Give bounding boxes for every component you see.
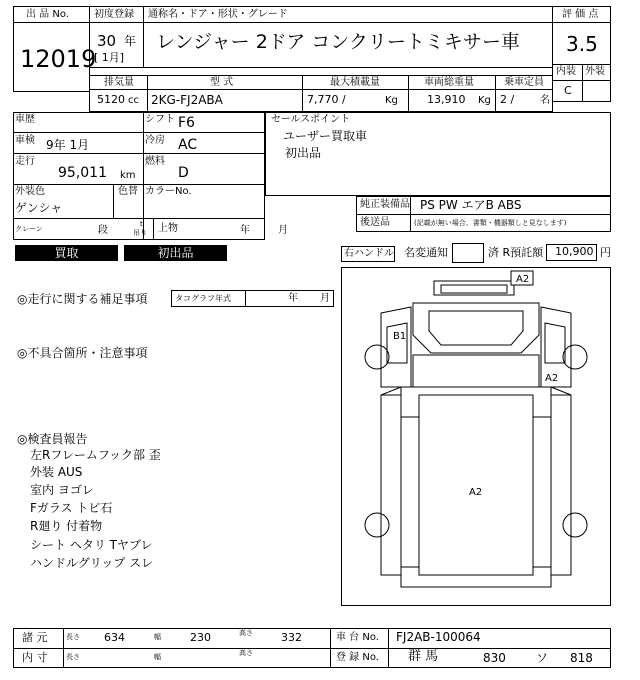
capacity-label: 乗車定員: [504, 77, 544, 88]
inner-dims-label: 内 寸: [22, 651, 48, 664]
warranty-label: 後送品: [360, 217, 390, 228]
warranty-note: (記載が無い場合、書類・機器類しと見なします): [414, 219, 567, 227]
history-label: 車歴: [15, 114, 35, 125]
length-value: 634: [104, 631, 125, 644]
change-notice-label: 名変通知: [404, 246, 448, 259]
inspector-item: Fガラス トビ石: [30, 501, 113, 515]
mileage-value: 95,011: [58, 165, 107, 181]
width-value: 230: [190, 631, 211, 644]
crane-stage: 段: [98, 225, 108, 236]
sales-point-line2: 初出品: [285, 146, 322, 160]
weight-value: 13,910: [427, 93, 466, 106]
crane-ton: t: [140, 220, 143, 228]
registration-place: 群 馬: [408, 649, 439, 664]
displacement-unit: cc: [128, 95, 139, 106]
cargo-label: 上物: [158, 223, 178, 234]
diagram-mark-center: A2: [469, 487, 483, 498]
inspector-item: 室内 ヨゴレ: [30, 483, 94, 497]
load-value: 7,770 /: [307, 93, 346, 106]
registration-year: 30: [97, 32, 117, 50]
inner-length-label: 長さ: [66, 653, 80, 661]
buyback-tag: 買取: [15, 245, 118, 261]
inspector-item: シート ヘタリ Tヤブレ: [30, 538, 153, 552]
height-value: 332: [281, 631, 302, 644]
diagram-mark-side: A2: [545, 373, 559, 384]
inspector-item: R廻り 付着物: [30, 519, 103, 533]
exterior-label: 外装: [585, 66, 605, 77]
registration-no-label: 登 録 No.: [336, 652, 379, 663]
supplement-title: ◎走行に関する補足事項: [17, 292, 148, 306]
lot-number: 12019: [20, 45, 97, 73]
shift-value: F6: [178, 115, 195, 131]
score-label: 評 価 点: [562, 9, 599, 20]
tacho-month: 月: [320, 293, 330, 304]
mileage-label: 走行: [15, 156, 35, 167]
displacement-value: 5120: [97, 93, 125, 106]
diagram-mark-b1: B1: [393, 331, 407, 342]
change-notice-box: [452, 243, 484, 263]
steering-value: 右ハンドル: [344, 248, 394, 259]
ac-label: 冷房: [145, 135, 165, 146]
inner-height-label: 高さ: [239, 649, 253, 657]
load-label: 最大積載量: [330, 77, 380, 88]
load-unit: Kg: [385, 95, 398, 106]
recycle-label: 済 R預託額: [488, 246, 544, 259]
vehicle-name-label: 通称名・ドア・形状・グレード: [148, 9, 288, 20]
score-value: 3.5: [566, 32, 598, 56]
inner-width-label: 幅: [154, 653, 161, 661]
inspector-title: ◎検査員報告: [17, 432, 88, 446]
color-value: ゲンシャ: [15, 201, 63, 215]
inspection-label: 車検: [15, 135, 35, 146]
equipment-value: PS PW エアB ABS: [420, 198, 522, 212]
sales-point-line1: ユーザー買取車: [283, 129, 368, 143]
registration-number1: 830: [483, 651, 506, 665]
tacho-year: 年: [288, 293, 298, 304]
first-listing-tag: 初出品: [124, 245, 227, 261]
inspector-item: ハンドルグリップ スレ: [30, 556, 154, 570]
model-value: 2KG-FJ2ABA: [151, 93, 223, 107]
registration-number2: 818: [570, 651, 593, 665]
sales-point-label: セールスポイント: [271, 114, 351, 125]
crane-label: クレーン: [15, 225, 43, 233]
year-unit: 年: [124, 34, 137, 48]
shift-label: シフト: [145, 114, 175, 125]
equipment-label: 純正装備品: [360, 199, 410, 210]
registration-label: 初度登録: [94, 9, 134, 20]
weight-unit: Kg: [478, 95, 491, 106]
dims-label: 諸 元: [22, 631, 48, 644]
vehicle-diagram: [341, 267, 611, 606]
displacement-label: 排気量: [104, 77, 134, 88]
lot-label: 出 品 No.: [26, 9, 69, 20]
interior-label: 内装: [556, 66, 576, 77]
inspection-value: 9年 1月: [46, 138, 90, 152]
length-label: 長さ: [66, 633, 80, 641]
interior-grade: C: [564, 84, 572, 97]
height-label: 高さ: [239, 629, 253, 637]
fuel-label: 燃料: [145, 156, 165, 167]
model-label: 型 式: [210, 77, 234, 88]
chassis-label: 車 台 No.: [336, 632, 379, 643]
capacity-unit: 名: [540, 95, 550, 106]
color-label: 外装色: [15, 186, 45, 197]
tacho-label: タコグラフ年式: [175, 294, 231, 303]
mileage-unit: km: [120, 170, 136, 181]
inspector-item: 左Rフレームフック部 歪: [30, 448, 161, 462]
diagram-mark-top: A2: [516, 274, 530, 285]
recycle-unit: 円: [600, 246, 611, 259]
capacity-value: 2 /: [500, 93, 515, 106]
cargo-month: 月: [278, 225, 288, 236]
ac-value: AC: [178, 137, 198, 153]
defect-title: ◎不具合箇所・注意事項: [17, 346, 148, 360]
cargo-year: 年: [240, 225, 250, 236]
width-label: 幅: [154, 633, 161, 641]
chassis-value: FJ2AB-100064: [396, 630, 481, 644]
vehicle-name: レンジャー 2ドア コンクリートミキサー車: [156, 31, 520, 53]
inspector-item: 外装 AUS: [30, 465, 83, 479]
recycle-value: 10,900: [555, 245, 594, 258]
registration-kana: ソ: [536, 651, 549, 665]
registration-month: [ 1月]: [94, 51, 125, 64]
crane-lift: 吊り: [133, 229, 147, 237]
weight-label: 車両総重量: [424, 77, 474, 88]
color-code-label: カラーNo.: [145, 186, 192, 197]
fuel-value: D: [178, 165, 189, 181]
color-change-label: 色替: [118, 186, 138, 197]
